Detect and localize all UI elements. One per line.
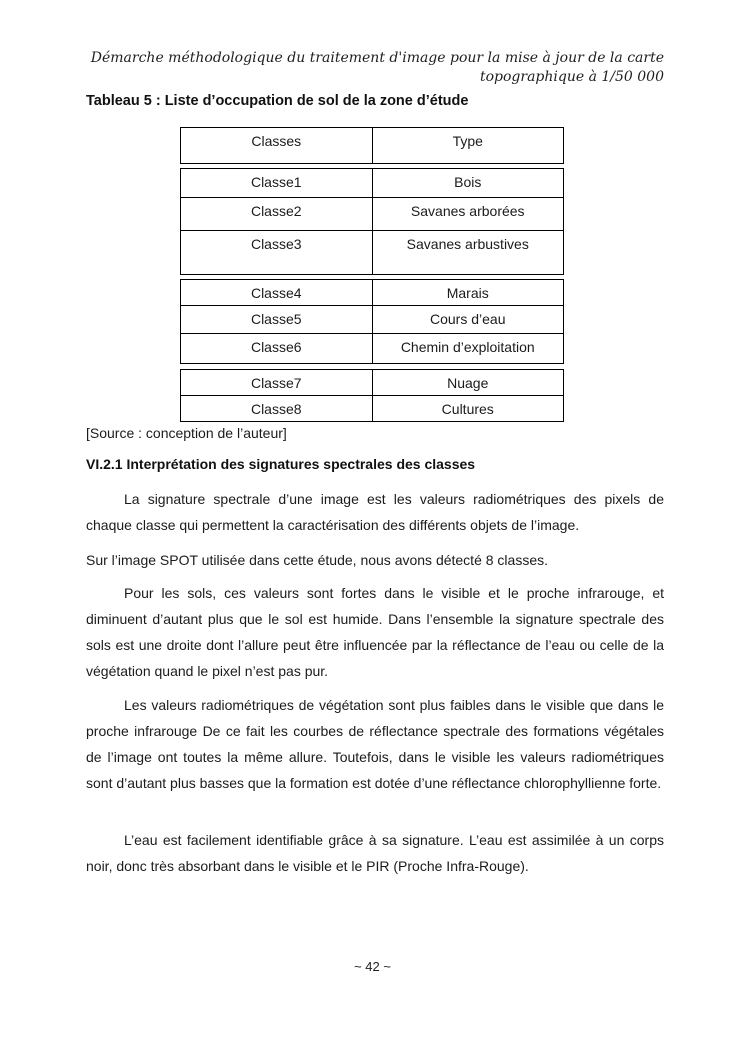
cell-type: Cours d’eau	[372, 306, 564, 334]
land-cover-table	[180, 127, 564, 422]
table-row	[181, 370, 564, 396]
cell-type: Bois	[372, 169, 564, 198]
cell-type: Chemin d’exploitation	[372, 334, 564, 364]
paragraph-sols: Pour les sols, ces valeurs sont fortes dans le visible et le proche infrarouge, et diminuent d’autant plus que le sol est humide. Dans l’ensemble la signature spectrale des sols est une droite dont l’allure peut être influencée par la réflectance de l’eau ou celle de la végétation quand le pixel n’est pas pur.	[86, 585, 664, 679]
cell-classe: Classe8	[181, 396, 373, 422]
table-block-1	[180, 168, 564, 275]
paragraph-eau: L’eau est facilement identifiable grâce à sa signature. L’eau est assimilée à un corps noir, donc très absorbant dans le visible et le PIR (Proche Infra-Rouge).	[86, 832, 664, 874]
page-header-line1: Démarche méthodologique du traitement d'image pour la mise à jour de la carte	[90, 50, 664, 66]
paragraph-vegetation: Les valeurs radiométriques de végétation sont plus faibles dans le visible que dans le proche infrarouge De ce fait les courbes de réflectance spectrale des formations végétales de l’image ont toutes la même allure. Toutefois, dans le visible les valeurs radiométriques sont d’autant plus basses que la formation est dotée d’une réflectance chlorophyllienne forte.	[86, 697, 664, 791]
table-row	[181, 334, 564, 364]
cell-classe: Classe6	[181, 334, 373, 364]
table-header-row	[181, 128, 564, 164]
cell-type: Nuage	[372, 370, 564, 396]
page-header	[76, 49, 664, 87]
cell-type: Savanes arborées	[372, 198, 564, 231]
cell-classe: Classe4	[181, 280, 373, 306]
table-row	[181, 169, 564, 198]
table-row	[181, 306, 564, 334]
cell-type: Cultures	[372, 396, 564, 422]
cell-classe: Classe5	[181, 306, 373, 334]
column-header-type: Type	[372, 128, 564, 164]
table-header-block	[180, 127, 564, 164]
cell-type: Marais	[372, 280, 564, 306]
table-caption: Tableau 5 : Liste d’occupation de sol de la zone d’étude	[86, 93, 469, 109]
table-row	[181, 396, 564, 422]
section-heading: VI.2.1 Interprétation des signatures spectrales des classes	[86, 456, 476, 472]
cell-classe: Classe7	[181, 370, 373, 396]
table-row	[181, 198, 564, 231]
page-header-line2: topographique à 1/50 000	[479, 69, 664, 85]
cell-classe: Classe2	[181, 198, 373, 231]
column-header-classes: Classes	[181, 128, 373, 164]
paragraph-image-spot: Sur l’image SPOT utilisée dans cette étude, nous avons détecté 8 classes.	[86, 552, 548, 568]
cell-classe: Classe1	[181, 169, 373, 198]
page-number: ~ 42 ~	[354, 959, 391, 974]
paragraph-signature-spectrale: La signature spectrale d’une image est les valeurs radiométriques des pixels de chaque classe qui permettent la caractérisation des différents objets de l’image.	[86, 491, 664, 533]
table-row	[181, 231, 564, 275]
table-row	[181, 280, 564, 306]
table-block-3	[180, 369, 564, 422]
table-block-2	[180, 279, 564, 364]
cell-type: Savanes arbustives	[372, 231, 564, 275]
cell-classe: Classe3	[181, 231, 373, 275]
source-note: [Source : conception de l’auteur]	[86, 425, 287, 441]
